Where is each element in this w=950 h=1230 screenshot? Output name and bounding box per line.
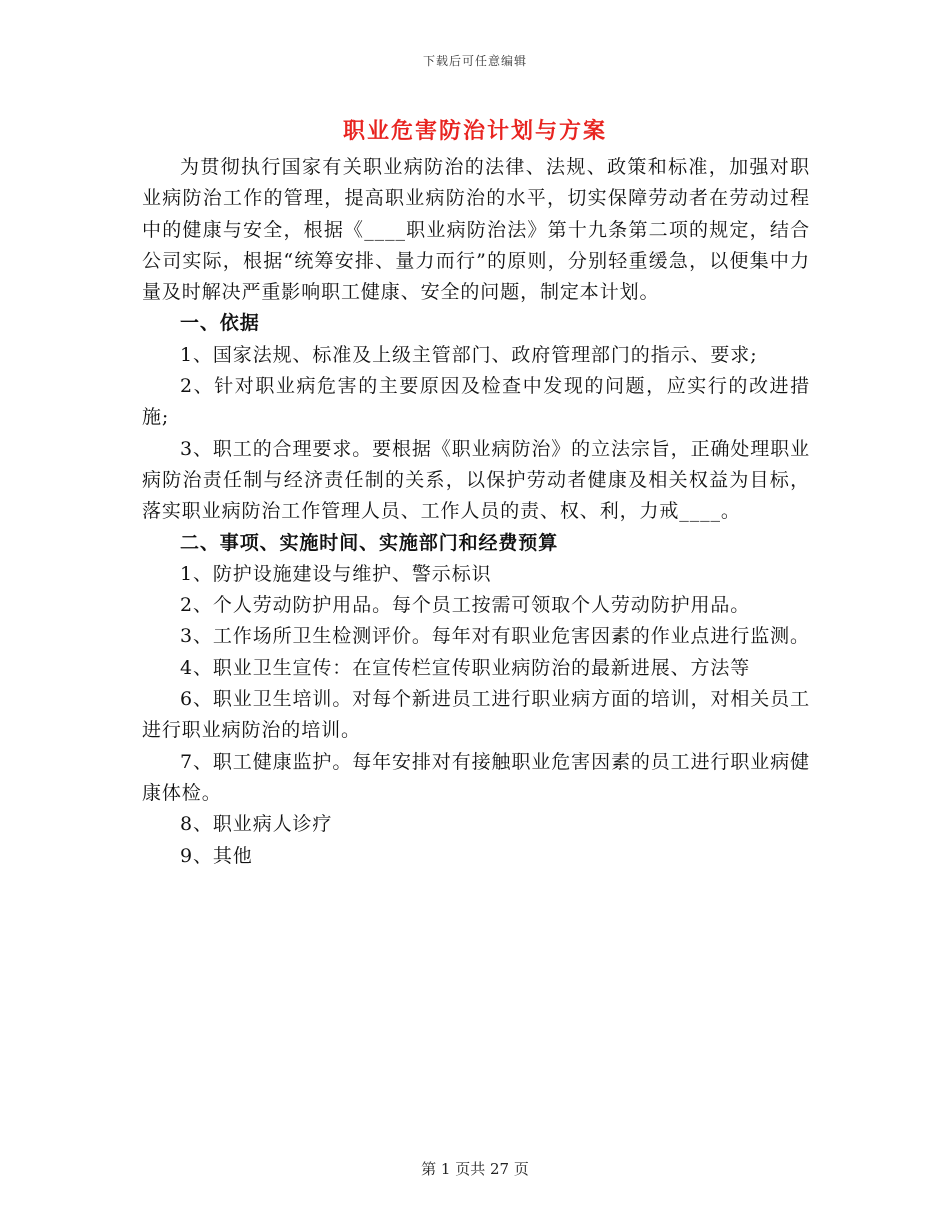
page-header: 下载后可任意编辑 (422, 54, 527, 68)
item-7: 7、职工健康监护。每年安排对有接触职业危害因素的员工进行职业病健康体检。 (142, 750, 810, 804)
item-1: 1、防护设施建设与维护、警示标识 (180, 562, 492, 585)
item-4: 4、职业卫生宣传：在宣传栏宣传职业病防治的最新进展、方法等 (180, 656, 751, 679)
basis-item-3: 3、职工的合理要求。要根据《职业病防治》的立法宗旨，正确处理职业病防治责任制与经济责任制的关系，以保护劳动者健康及相关权益为目标，落实职业病防治工作管理人员、工作人员的责、权、利，力戒____。 (142, 437, 810, 523)
section-heading-items: 二、事项、实施时间、实施部门和经费预算 (180, 531, 559, 554)
document-body (142, 152, 810, 872)
item-6: 6、职业卫生培训。对每个新进员工进行职业病方面的培训，对相关员工进行职业病防治的培训。 (142, 688, 810, 742)
section-heading-basis: 一、依据 (180, 312, 260, 335)
item-8: 8、职业病人诊疗 (180, 813, 333, 836)
page-footer: 第 1 页共 27 页 (421, 1160, 529, 1178)
intro-paragraph: 为贯彻执行国家有关职业病防治的法律、法规、政策和标准，加强对职业病防治工作的管理，提高职业病防治的水平，切实保障劳动者在劳动过程中的健康与安全，根据《____职业病防治法》第十九条第二项的规定，结合公司实际，根据“统筹安排、量力而行”的原则，分别轻重缓急，以便集中力量及时解决严重影响职工健康、安全的问题，制定本计划。 (142, 156, 810, 304)
basis-item-2: 2、针对职业病危害的主要原因及检查中发现的问题，应实行的改进措施; (142, 375, 810, 429)
item-9: 9、其他 (180, 844, 253, 867)
item-3: 3、工作场所卫生检测评价。每年对有职业危害因素的作业点进行监测。 (180, 625, 810, 648)
document-title: 职业危害防治计划与方案 (342, 118, 607, 144)
basis-item-1: 1、国家法规、标准及上级主管部门、政府管理部门的指示、要求; (180, 343, 758, 366)
item-2: 2、个人劳动防护用品。每个员工按需可领取个人劳动防护用品。 (180, 594, 751, 617)
